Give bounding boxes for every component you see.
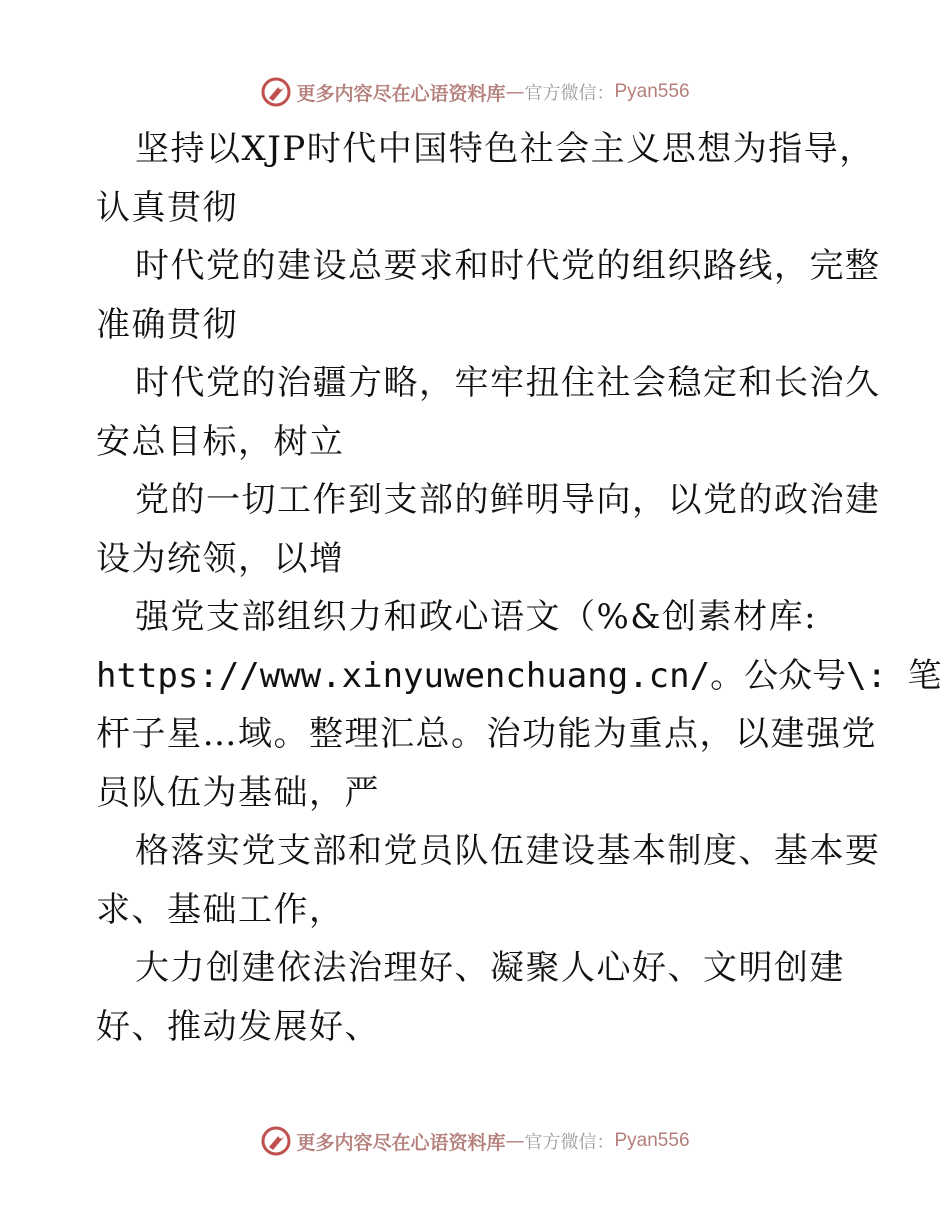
watermark-dash: — bbox=[505, 1130, 525, 1152]
document-body bbox=[96, 120, 942, 1056]
pen-logo-icon bbox=[260, 1125, 292, 1157]
pen-logo-icon bbox=[260, 76, 292, 108]
body-line: 设为统领，以增 bbox=[96, 538, 345, 579]
body-line: 大力创建依法治理好、凝聚人心好、文明创建 bbox=[135, 948, 845, 988]
body-line: 强党支部组织力和政心语文（%&创素材库: bbox=[135, 597, 818, 637]
body-line: 安总目标，树立 bbox=[96, 421, 345, 462]
watermark-dash: — bbox=[505, 81, 525, 103]
watermark-text: 更多内容尽在心语资料库 bbox=[296, 82, 506, 105]
watermark-text: 更多内容尽在心语资料库 bbox=[296, 1131, 506, 1154]
header-watermark bbox=[0, 72, 950, 112]
body-line: 准确贯彻 bbox=[96, 304, 238, 345]
body-line: 时代党的治疆方略，牢牢扭住社会稳定和长治久 bbox=[135, 363, 881, 403]
body-line: 时代党的建设总要求和时代党的组织路线，完整 bbox=[135, 246, 881, 286]
body-line: 党的一切工作到支部的鲜明导向，以党的政治建 bbox=[135, 480, 881, 520]
watermark-wechat-id: Pyan556 bbox=[614, 81, 690, 102]
body-line: 坚持以XJP时代中国特色社会主义思想为指导， bbox=[135, 129, 875, 169]
body-line: 格落实党支部和党员队伍建设基本制度、基本要 bbox=[135, 831, 881, 871]
body-line: 认真贯彻 bbox=[96, 187, 238, 228]
watermark-wechat-label: 官方微信： bbox=[524, 1132, 615, 1153]
body-line-url: https://www.xinyuwenchuang.cn/。公众号\: 笔 bbox=[96, 655, 942, 696]
body-line: 好、推动发展好、 bbox=[96, 1006, 380, 1047]
body-line: 杆子星…域。整理汇总。治功能为重点，以建强党 bbox=[96, 714, 877, 754]
body-line: 员队伍为基础，严 bbox=[96, 772, 380, 813]
watermark-wechat-label: 官方微信： bbox=[524, 83, 615, 104]
watermark-wechat-id: Pyan556 bbox=[614, 1130, 690, 1151]
footer-watermark bbox=[0, 1121, 950, 1161]
body-line: 求、基础工作， bbox=[96, 889, 345, 930]
